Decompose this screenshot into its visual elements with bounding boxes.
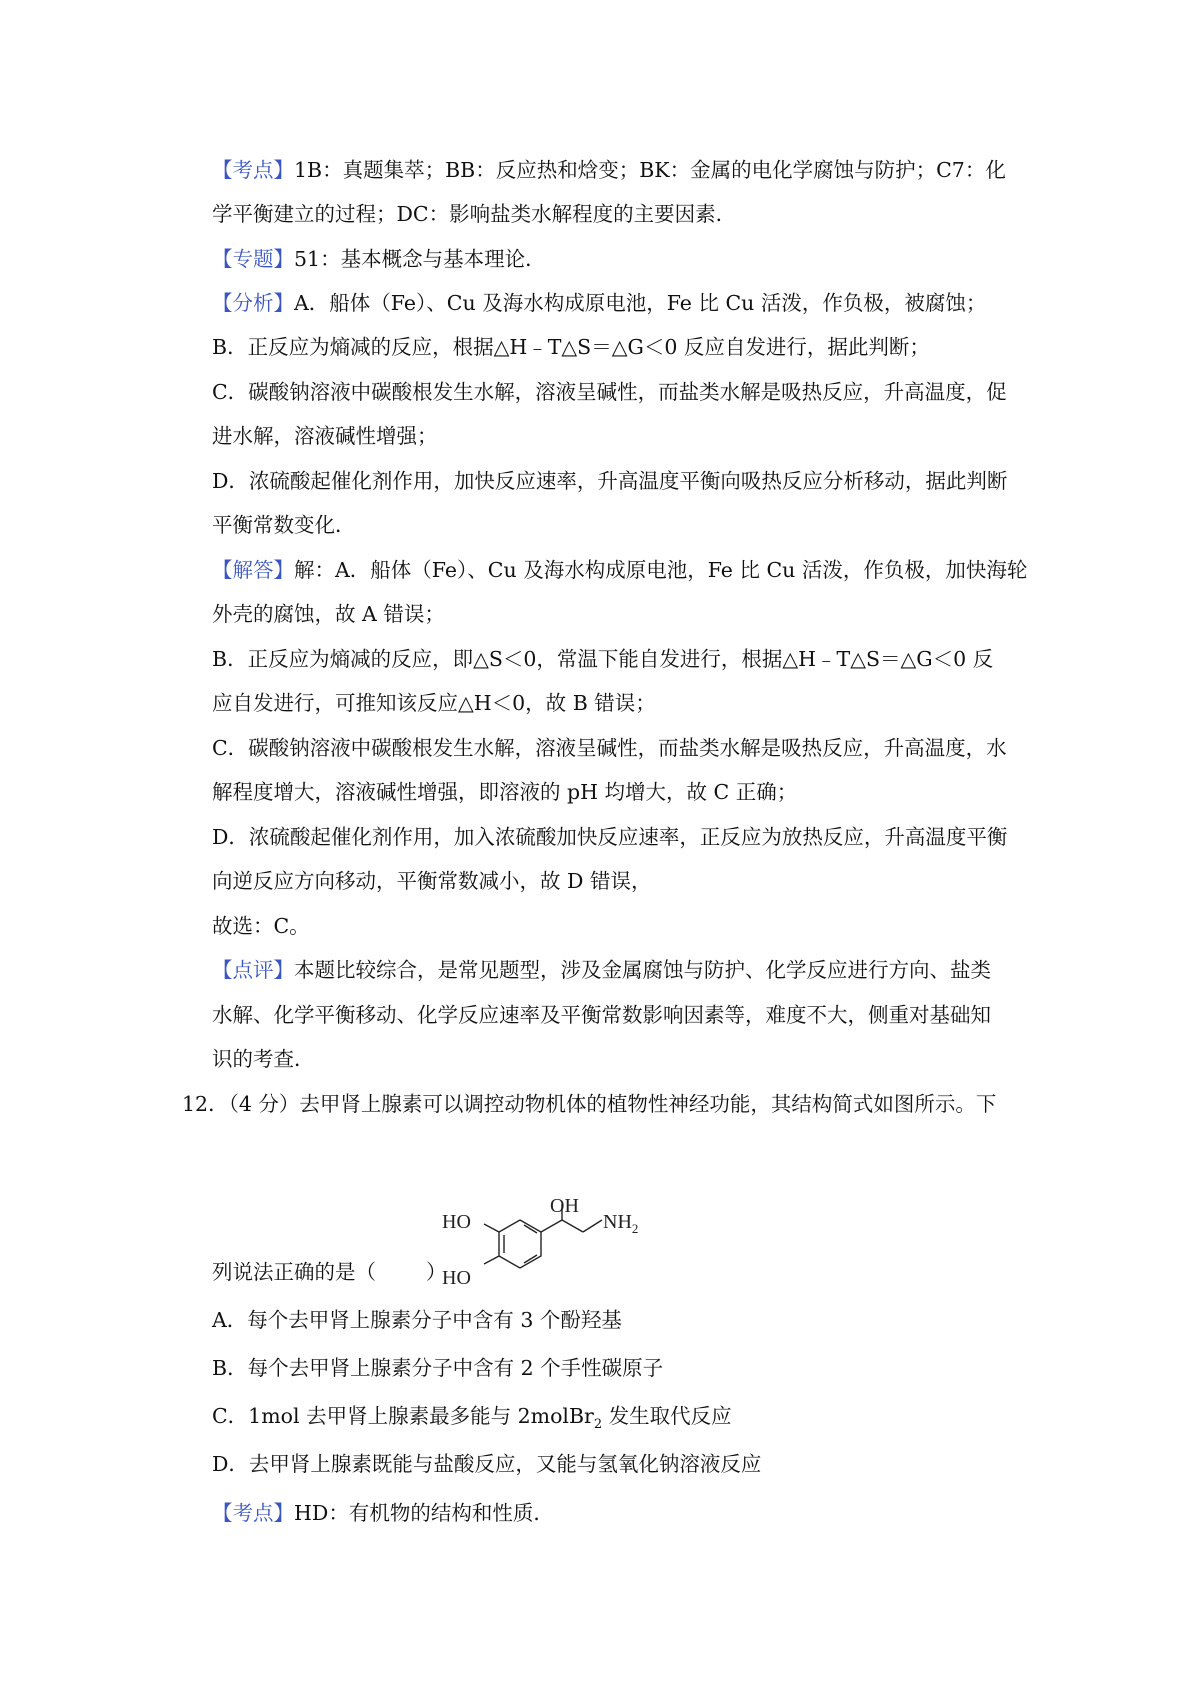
dianping-text-1: 本题比较综合，是常见题型，涉及金属腐蚀与防护、化学反应进行方向、盐类 bbox=[294, 958, 991, 982]
zhuanti-text: 51：基本概念与基本理论． bbox=[294, 247, 546, 271]
jieda-line-6: 解程度增大，溶液碱性增强，即溶液的 pH 均增大，故 C 正确； bbox=[212, 780, 798, 804]
question-stem-line-2 bbox=[212, 1258, 447, 1286]
kaodian2-text: HD：有机物的结构和性质． bbox=[294, 1501, 554, 1525]
kaodian2-line: 【考点】HD：有机物的结构和性质． bbox=[212, 1501, 554, 1525]
jieda-line-7: D．浓硫酸起催化剂作用，加入浓硫酸加快反应速率，正反应为放热反应，升高温度平衡 bbox=[212, 825, 1008, 849]
fenxi-line-1: 【分析】A．船体（Fe）、Cu 及海水构成原电池，Fe 比 Cu 活泼，作负极，被腐蚀； bbox=[212, 291, 987, 315]
option-c bbox=[212, 1402, 732, 1439]
kaodian2-tag: 考点 bbox=[232, 1501, 274, 1525]
fenxi-text-1: A．船体（Fe）、Cu 及海水构成原电池，Fe 比 Cu 活泼，作负极，被腐蚀； bbox=[294, 291, 987, 315]
kaodian-tag: 考点 bbox=[232, 158, 274, 182]
tag-bracket-close: 】 bbox=[273, 158, 294, 182]
ho-upper-label: HO bbox=[442, 1211, 471, 1233]
tag-bracket-open: 【 bbox=[212, 158, 233, 182]
zhuanti-line: 【专题】51：基本概念与基本理论． bbox=[212, 247, 546, 271]
kaodian-text-1: 1B：真题集萃；BB：反应热和焓变；BK：金属的电化学腐蚀与防护；C7：化 bbox=[294, 158, 1006, 182]
jieda-text-1: 解：A．船体（Fe）、Cu 及海水构成原电池，Fe 比 Cu 活泼，作负极，加快海轮 bbox=[294, 558, 1028, 582]
jieda-line-3: B．正反应为熵减的反应，即△S＜0，常温下能自发进行，根据△H﹣T△S＝△G＜0 反 bbox=[212, 647, 994, 671]
jieda-line-4: 应自发进行，可推知该反应△H＜0，故 B 错误； bbox=[212, 691, 656, 715]
nh2-label: $NH_2$ bbox=[603, 1211, 639, 1236]
option-c-subscript: 2 bbox=[593, 1417, 603, 1433]
dianping-line-1: 【点评】本题比较综合，是常见题型，涉及金属腐蚀与防护、化学反应进行方向、盐类 bbox=[212, 958, 991, 982]
question-stem-text: 列说法正确的是（ bbox=[212, 1260, 376, 1284]
kaodian-line-2: 学平衡建立的过程；DC：影响盐类水解程度的主要因素． bbox=[212, 202, 737, 226]
fenxi-line-4: 进水解，溶液碱性增强； bbox=[212, 424, 438, 448]
ho-lower-label: HO bbox=[442, 1267, 471, 1288]
jieda-line-2: 外壳的腐蚀，故 A 错误； bbox=[212, 602, 445, 626]
jieda-line-9: 故选：C。 bbox=[212, 914, 310, 938]
fenxi-line-5: D．浓硫酸起催化剂作用，加快反应速率，升高温度平衡向吸热反应分析移动，据此判断 bbox=[212, 469, 1008, 493]
jieda-tag: 解答 bbox=[232, 558, 274, 582]
option-d: D．去甲肾上腺素既能与盐酸反应，又能与氢氧化钠溶液反应 bbox=[212, 1452, 762, 1476]
dianping-tag: 点评 bbox=[232, 958, 274, 982]
option-b: B．每个去甲肾上腺素分子中含有 2 个手性碳原子 bbox=[212, 1356, 664, 1380]
option-a: A．每个去甲肾上腺素分子中含有 3 个酚羟基 bbox=[212, 1308, 622, 1332]
question-stem-close: ） bbox=[426, 1260, 447, 1284]
option-c-text: C．1mol 去甲肾上腺素最多能与 2molBr bbox=[212, 1404, 594, 1428]
jieda-line-5: C．碳酸钠溶液中碳酸根发生水解，溶液呈碱性，而盐类水解是吸热反应，升高温度，水 bbox=[212, 736, 1007, 760]
jieda-line-8: 向逆反应方向移动，平衡常数减小，故 D 错误， bbox=[212, 869, 652, 893]
question-stem-line-1: 12．（4 分）去甲肾上腺素可以调控动物机体的植物性神经功能，其结构简式如图所示。下 bbox=[182, 1092, 997, 1116]
zhuanti-tag: 专题 bbox=[232, 247, 274, 271]
dianping-line-3: 识的考查． bbox=[212, 1047, 315, 1071]
fenxi-tag: 分析 bbox=[232, 291, 274, 315]
dianping-line-2: 水解、化学平衡移动、化学反应速率及平衡常数影响因素等，难度不大，侧重对基础知 bbox=[212, 1003, 991, 1027]
kaodian-line-1 bbox=[212, 156, 1006, 184]
norepinephrine-structure-image bbox=[440, 1196, 670, 1288]
option-c-tail: 发生取代反应 bbox=[602, 1404, 732, 1428]
fenxi-line-3: C．碳酸钠溶液中碳酸根发生水解，溶液呈碱性，而盐类水解是吸热反应，升高温度，促 bbox=[212, 380, 1007, 404]
jieda-line-1: 【解答】解：A．船体（Fe）、Cu 及海水构成原电池，Fe 比 Cu 活泼，作负极，加快海轮 bbox=[212, 558, 1028, 582]
fenxi-line-6: 平衡常数变化． bbox=[212, 513, 356, 537]
fenxi-line-2: B．正反应为熵减的反应，根据△H﹣T△S＝△G＜0 反应自发进行，据此判断； bbox=[212, 335, 930, 359]
oh-top-label: OH bbox=[550, 1196, 579, 1217]
